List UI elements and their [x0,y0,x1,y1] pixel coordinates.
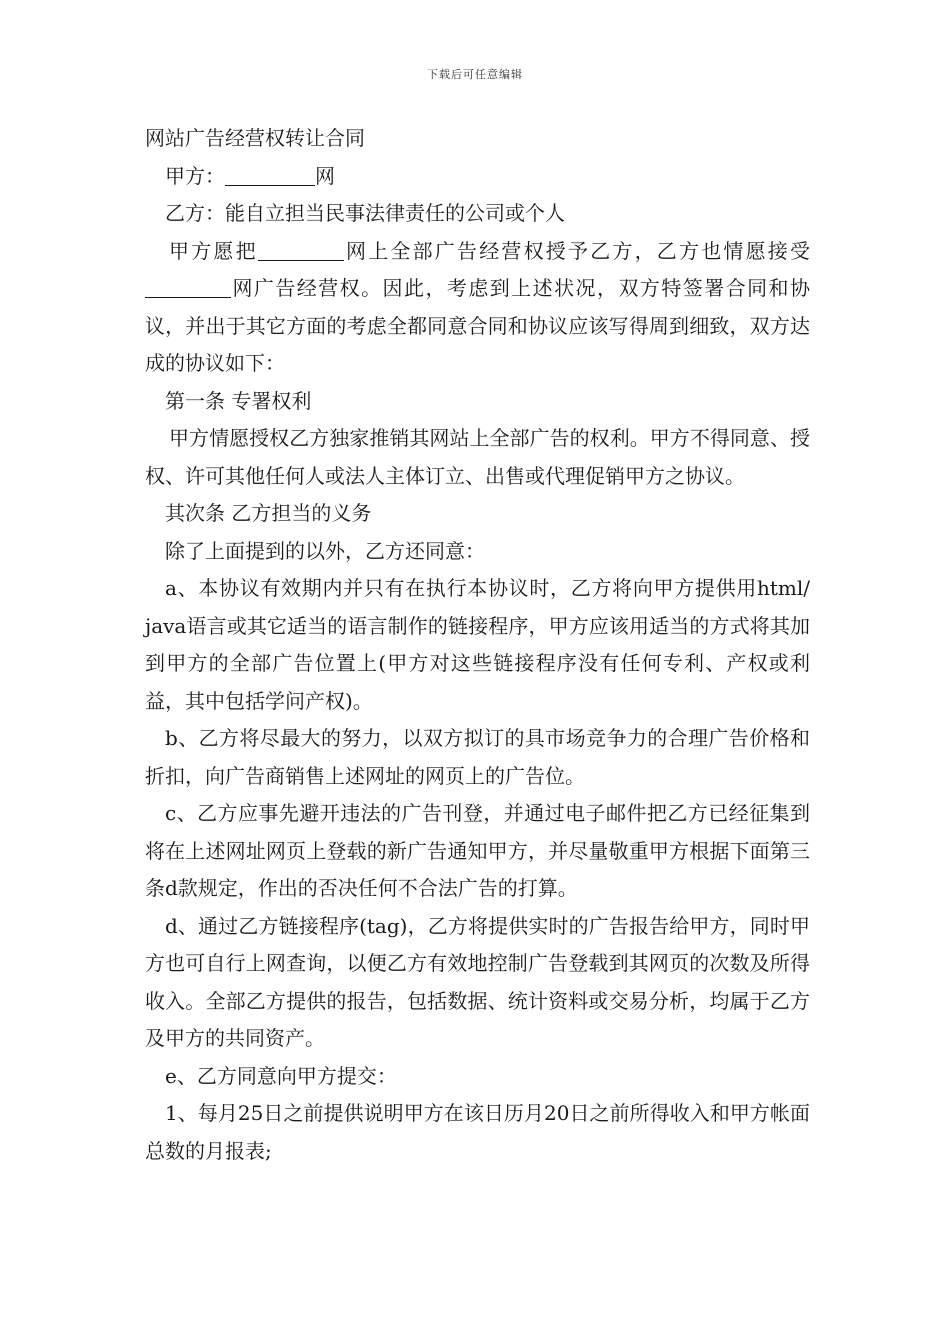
article-1-heading: 第一条 专署权利 [165,388,312,413]
party-a-suffix: 网 [315,163,335,188]
intro-part-1: 甲方愿把 [169,238,258,263]
intro-paragraph [145,233,810,383]
intro-part-3: 网广告经营权。因此，考虑到上述状况，双方特签署合同和协议，并出于其它方面的考虑全都同意合同和协议应该写得周到细致，双方达成的协议如下： [145,276,810,375]
clause-c: c、乙方应事先避开违法的广告刊登，并通过电子邮件把乙方已经征集到将在上述网址网页上登载的新广告通知甲方，并尽量敬重甲方根据下面第三条d款规定，作出的否决任何不合法广告的打算。 [145,801,810,900]
clause-b: b、乙方将尽最大的努力，以双方拟订的具市场竞争力的合理广告价格和折扣，向广告商销售上述网址的网页上的广告位。 [145,726,810,788]
party-a-line [145,158,810,196]
article-1-body: 甲方情愿授权乙方独家推销其网站上全部广告的权利。甲方不得同意、授权、许可其他任何人或法人主体订立、出售或代理促销甲方之协议。 [145,426,810,488]
clause-d: d、通过乙方链接程序(tag)，乙方将提供实时的广告报告给甲方，同时甲方也可自行上网查询，以便乙方有效地控制广告登载到其网页的次数及所得收入。全部乙方提供的报告，包括数据、统计资料或交易分析，均属于乙方及甲方的共同资产。 [145,913,810,1050]
document-title: 网站广告经营权转让合同 [145,126,365,150]
header-note: 下载后可任意编辑 [427,68,523,81]
intro-blank-2 [145,275,231,298]
party-a-label: 甲方： [165,163,225,188]
clause-a: a、本协议有效期内并只有在执行本协议时，乙方将向甲方提供用html/ java语言或其它适当的语言制作的链接程序，甲方应该用适当的方式将其加到甲方的全部广告位置上(甲方对这些链接程序没有任何专利、产权或利益，其中包括学问产权)。 [145,576,810,713]
intro-blank-1 [258,238,344,261]
contract-body [145,120,810,1170]
article-2-intro: 除了上面提到的以外，乙方还同意： [165,538,485,563]
party-b-line: 乙方：能自立担当民事法律责任的公司或个人 [165,201,565,225]
intro-part-2: 网上全部广告经营权授予乙方，乙方也情愿接受 [343,238,811,263]
clause-e: e、乙方同意向甲方提交： [165,1063,397,1088]
party-a-blank [225,163,315,186]
article-2-heading: 其次条 乙方担当的义务 [165,501,372,525]
item-1: 1、每月25日之前提供说明甲方在该日历月20日之前所得收入和甲方帐面总数的月报表; [145,1101,810,1163]
